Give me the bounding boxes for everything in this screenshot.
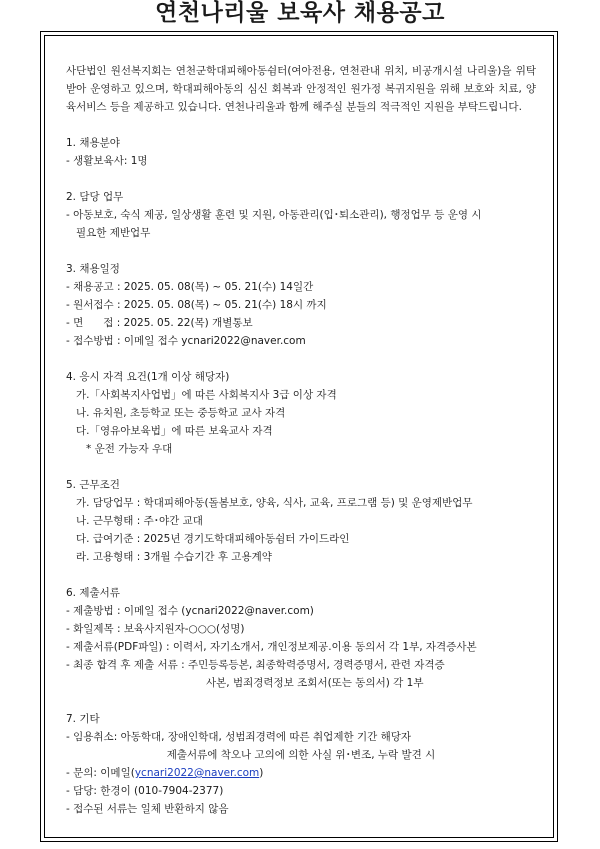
list-item: - 담당: 한경이 (010-7904-2377) — [66, 785, 224, 797]
section-heading: 5. 근무조건 — [66, 479, 120, 491]
section-heading: 4. 응시 자격 요건(1개 이상 해당자) — [66, 371, 230, 383]
intro-paragraph: 사단법인 원선복지회는 연천군학대피해아동쉼터(여아전용, 연천관내 위치, 비공개시설 나리울)을 위탁받아 운영하고 있으며, 학대피해아동의 심신 회복과 안정적인 원가정 복귀지원을 위해 보호와 치료, 양육서비스 등을 제공하고 있습니다. 연천나리울과 함께 해주실 분들의 적극적인 지원을 부탁드립니다. — [66, 65, 536, 113]
list-item: - 화일제목 : 보육사지원자-○○○(성명) — [66, 623, 245, 635]
list-item: - 생활보육사: 1명 — [66, 155, 148, 167]
list-item: - 접수된 서류는 일체 반환하지 않음 — [66, 803, 229, 815]
list-item: - 면 접 : 2025. 05. 22(목) 개별통보 — [66, 317, 253, 329]
section-heading: 3. 채용일정 — [66, 263, 120, 275]
list-item: 다. 급여기준 : 2025년 경기도학대피해아동쉼터 가이드라인 — [76, 533, 350, 545]
list-item-continued: 제출서류에 착오나 고의에 의한 사실 위･변조, 누락 발견 시 — [166, 749, 436, 761]
list-item: - 최종 합격 후 제출 서류 : 주민등록등본, 최종학력증명서, 경력증명서, 관련 자격증 — [66, 659, 445, 671]
section-heading: 2. 담당 업무 — [66, 191, 124, 203]
contact-prefix: - 문의: 이메일( — [66, 767, 135, 779]
section-heading: 7. 기타 — [66, 713, 100, 725]
contact-suffix: ) — [259, 767, 264, 779]
contact-email-link[interactable]: ycnari2022@naver.com — [134, 767, 260, 779]
list-item-continued: 사본, 범죄경력정보 조회서(또는 동의서) 각 1부 — [206, 677, 424, 689]
list-item: 라. 고용형태 : 3개월 수습기간 후 고용계약 — [76, 551, 272, 563]
section-heading: 1. 채용분야 — [66, 137, 120, 149]
list-item: - 원서접수 : 2025. 05. 08(목) ~ 05. 21(수) 18시 까지 — [66, 299, 327, 311]
list-item: - 아동보호, 숙식 제공, 일상생활 훈련 및 지원, 아동관리(입･퇴소관리), 행정업무 등 운영 시 — [66, 209, 482, 221]
list-item: 가.「사회복지사업법」에 따른 사회복지사 3급 이상 자격 — [76, 389, 337, 401]
list-item: - 제출방법 : 이메일 접수 (ycnari2022@naver.com) — [66, 605, 314, 617]
list-item: 다.「영유아보육법」에 따른 보육교사 자격 — [76, 425, 273, 437]
list-item: - 접수방법 : 이메일 접수 ycnari2022@naver.com — [66, 335, 306, 347]
list-item: - 제출서류(PDF파일) : 이력서, 자기소개서, 개인정보제공.이용 동의서 각 1부, 자격증사본 — [66, 641, 477, 653]
list-item: - 채용공고 : 2025. 05. 08(목) ~ 05. 21(수) 14일간 — [66, 281, 314, 293]
list-item: 가. 담당업무 : 학대피해아동(돌봄보호, 양육, 식사, 교육, 프로그램 등) 및 운영제반업무 — [76, 497, 473, 509]
list-item-continued: 필요한 제반업무 — [76, 227, 151, 239]
list-item-note: * 운전 가능자 우대 — [86, 443, 173, 455]
contact-line — [66, 764, 536, 782]
list-item: 나. 유치원, 초등학교 또는 중등학교 교사 자격 — [76, 407, 286, 419]
page-title: 연천나리울 보육사 채용공고 — [155, 0, 445, 26]
section-heading: 6. 제출서류 — [66, 587, 120, 599]
list-item: 나. 근무형태 : 주･야간 교대 — [76, 515, 203, 527]
notice-body — [66, 62, 536, 818]
list-item: - 임용취소: 아동학대, 장애인학대, 성범죄경력에 따른 취업제한 기간 해당자 — [66, 731, 411, 743]
